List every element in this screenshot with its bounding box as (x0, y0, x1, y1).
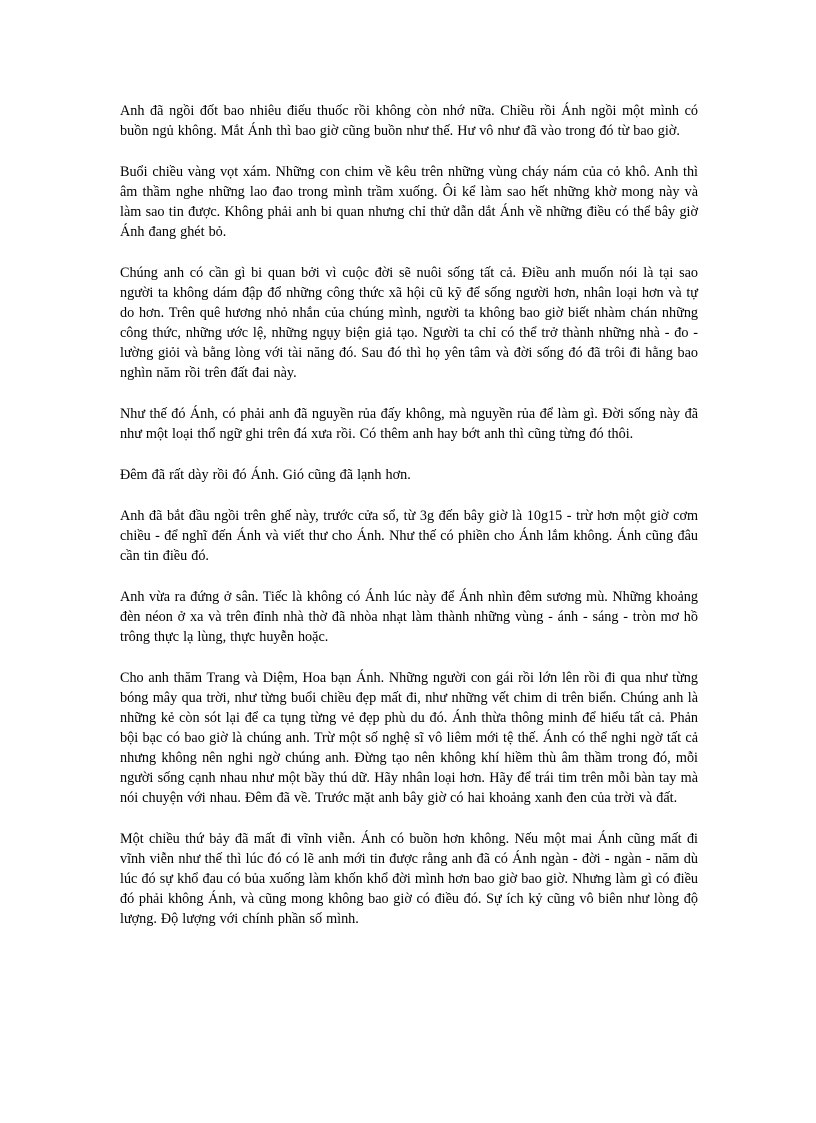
paragraph-2: Buổi chiều vàng vọt xám. Những con chim về kêu trên những vùng cháy nám của cỏ khô. Anh thì âm thầm nghe những lao đao trong mình trầm xuống. Ôi kể làm sao hết những khờ mong này và làm sao tin được. Không phải anh bi quan nhưng chỉ thử dẫn dắt Ánh về những điều có thể bây giờ Ánh đang ghét bỏ. (120, 164, 698, 240)
paragraph-5: Đêm đã rất dày rồi đó Ánh. Gió cũng đã lạnh hơn. (120, 467, 411, 483)
paragraph-6: Anh đã bắt đầu ngồi trên ghế này, trước cửa sổ, từ 3g đến bây giờ là 10g15 - trừ hơn một giờ cơm chiều - để nghĩ đến Ánh và viết thư cho Ánh. Như thế có phiền cho Ánh lắm không. Ánh cũng đâu cần tin điều đó. (120, 508, 698, 564)
paragraph-4: Như thế đó Ánh, có phải anh đã nguyền rủa đấy không, mà nguyền rủa để làm gì. Đời sống này đã như một loại thổ ngữ ghi trên đá xưa rồi. Có thêm anh hay bớt anh thì cũng từng đó thôi. (120, 406, 698, 442)
paragraph-1: Anh đã ngồi đốt bao nhiêu điếu thuốc rồi không còn nhớ nữa. Chiều rồi Ánh ngồi một mình có buồn ngủ không. Mắt Ánh thì bao giờ cũng buồn như thế. Hư vô như đã vào trong đó từ bao giờ. (120, 103, 698, 139)
letter-page (120, 101, 698, 950)
paragraph-9: Một chiều thứ bảy đã mất đi vĩnh viễn. Ánh có buồn hơn không. Nếu một mai Ánh cũng mất đi vĩnh viễn như thế thì lúc đó có lẽ anh mới tin được rằng anh đã có Ánh ngàn - đời - ngàn - năm dù lúc đó sự khổ đau có bủa xuống làm khốn khổ đời mình hơn bao giờ bao giờ. Nhưng làm gì có điều đó phải không Ánh, và cũng mong không bao giờ có điều đó. Sự ích kỷ cũng vô biên như lòng độ lượng. Độ lượng với chính phần số mình. (120, 831, 698, 927)
paragraph-8: Cho anh thăm Trang và Diệm, Hoa bạn Ánh. Những người con gái rồi lớn lên rồi đi qua như từng bóng mây qua trời, như từng buổi chiều đẹp mất đi, như những vết chim di trên biển. Chúng anh là những kẻ còn sót lại để ca tụng từng vẻ đẹp phù du đó. Ánh thừa thông minh để hiểu tất cả. Phản bội bạc có bao giờ là chúng anh. Trừ một số nghệ sĩ vô liêm mới tệ thế. Ánh có thể nghi ngờ tất cả nhưng không nên nghi ngờ chúng anh. Đừng tạo nên không khí hiềm thù âm thầm trong đó, mỗi người sống cạnh nhau như một bầy thú dữ. Hãy nhân loại hơn. Hãy để trái tim trên mỗi bàn tay mà nói chuyện với nhau. Đêm đã về. Trước mặt anh bây giờ có hai khoảng xanh đen của trời và đất. (120, 670, 698, 806)
paragraph-7: Anh vừa ra đứng ở sân. Tiếc là không có Ánh lúc này để Ánh nhìn đêm sương mù. Những khoảng đèn néon ở xa và trên đỉnh nhà thờ đã nhòa nhạt làm thành những vùng - ánh - sáng - tròn mơ hồ trông thực lạ lùng, thực huyễn hoặc. (120, 589, 698, 645)
paragraph-3: Chúng anh có cần gì bi quan bởi vì cuộc đời sẽ nuôi sống tất cả. Điều anh muốn nói là tại sao người ta không dám đập đổ những công thức xã hội cũ kỹ để sống người hơn, nhân loại hơn và tự do hơn. Trên quê hương nhỏ nhắn của chúng mình, người ta không bao giờ biết nhàm chán những công thức, những ước lệ, những ngụy biện giả tạo. Người ta chỉ có thể trở thành những nhà - đo - lường giỏi và bằng lòng với tài năng đó. Sau đó thì họ yên tâm và đời sống đó đã trôi đi hằng bao nghìn năm rồi trên đất đai này. (120, 265, 698, 381)
